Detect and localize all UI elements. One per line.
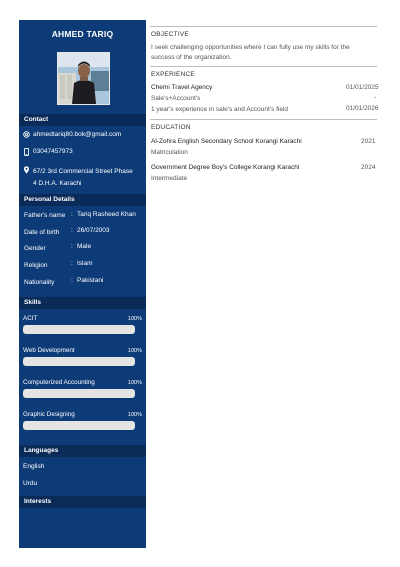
skill-bar-fill: [23, 389, 135, 398]
skills-heading: Skills: [19, 297, 146, 309]
address-line-1: 67/2 3rd Commercial Street Phase: [33, 168, 133, 175]
profile-photo: [57, 52, 110, 105]
pd-colon: :: [71, 277, 73, 284]
pd-colon: :: [71, 243, 73, 250]
language-item: English: [23, 463, 45, 470]
education-school: Al-Zohra English Secondary School Korangi Karachi: [151, 138, 302, 145]
experience-description: 1 year's experience in sale's and Account's field: [151, 106, 289, 113]
skill-bar: [23, 389, 135, 398]
pd-colon: :: [71, 260, 73, 267]
education-year: 2024: [361, 164, 376, 171]
skill-name: Graphic Designing: [23, 411, 75, 418]
skill-bar-fill: [23, 325, 135, 334]
skill-bar: [23, 325, 135, 334]
pd-label: Nationality: [24, 279, 55, 286]
contact-address: [23, 166, 133, 190]
resume-sidebar: [19, 20, 146, 548]
pd-value-nationality: Pakistani: [77, 277, 104, 284]
objective-heading: OBJECTIVE: [151, 31, 189, 38]
skill-name: Computerized Accounting: [23, 379, 95, 386]
skill-name: ACIT: [23, 315, 38, 322]
top-divider: [150, 26, 377, 27]
pd-label: Date of birth: [24, 229, 60, 236]
personal-details-heading: Personal Details: [19, 194, 146, 206]
education-year: 2021: [361, 138, 376, 145]
at-icon: [23, 131, 33, 140]
pd-value-gender: Male: [77, 243, 92, 250]
skill-bar: [23, 357, 135, 366]
skill-percent: 100%: [127, 348, 142, 354]
education-school: Government Degree Boy's College Korangi Karachi: [151, 164, 300, 171]
skill-bar: [23, 421, 135, 430]
candidate-name: AHMED TARIQ: [51, 29, 114, 39]
phone-text: 03047457973: [33, 148, 73, 155]
interests-heading: Interests: [19, 496, 146, 508]
pd-label: Religion: [24, 262, 48, 269]
experience-divider: [150, 66, 377, 67]
skill-percent: 100%: [127, 316, 142, 322]
skill-bar-fill: [23, 357, 135, 366]
pd-value-fathers-name: Tariq Rasheed Khan: [77, 211, 136, 218]
address-line-2: 4 D.H.A. Karachi: [33, 180, 82, 187]
skill-name: Web Development: [23, 347, 75, 354]
education-degree: Intermediate: [151, 175, 188, 182]
pd-value-date-of-birth: 26/07/2003: [77, 227, 110, 234]
pd-colon: :: [71, 211, 73, 218]
skill-bar-fill: [23, 421, 135, 430]
experience-role: Sale's+Account's: [151, 95, 201, 102]
language-item: Urdu: [23, 480, 38, 487]
pd-label: Father's name: [24, 212, 66, 219]
education-heading: EDUCATION: [151, 124, 191, 131]
experience-dash: -: [374, 94, 377, 101]
contact-heading: Contact: [19, 114, 146, 126]
pd-label: Gender: [24, 245, 46, 252]
contact-email: [23, 131, 121, 140]
objective-text: [151, 43, 379, 63]
pd-colon: :: [71, 227, 73, 234]
location-pin-icon: [23, 166, 33, 176]
contact-phone: [23, 148, 73, 158]
skill-percent: 100%: [127, 380, 142, 386]
email-text: ahmedtariq80.bok@gmail.com: [33, 131, 122, 138]
experience-end-date: 01/01/2026: [346, 105, 379, 112]
phone-icon: [23, 148, 33, 158]
objective-line-2: success of the organization.: [151, 54, 232, 61]
objective-line-1: I seek challenging opportunities where I can fully use my skills for the: [151, 44, 350, 51]
education-degree: Matriculation: [151, 149, 188, 156]
skill-percent: 100%: [127, 412, 142, 418]
experience-start-date: 01/01/2025: [346, 84, 379, 91]
pd-value-religion: Islam: [77, 260, 93, 267]
languages-heading: Languages: [19, 445, 146, 457]
experience-company: Chemi Travel Agency: [151, 84, 213, 91]
education-divider: [150, 119, 377, 120]
experience-heading: EXPERIENCE: [151, 71, 195, 78]
